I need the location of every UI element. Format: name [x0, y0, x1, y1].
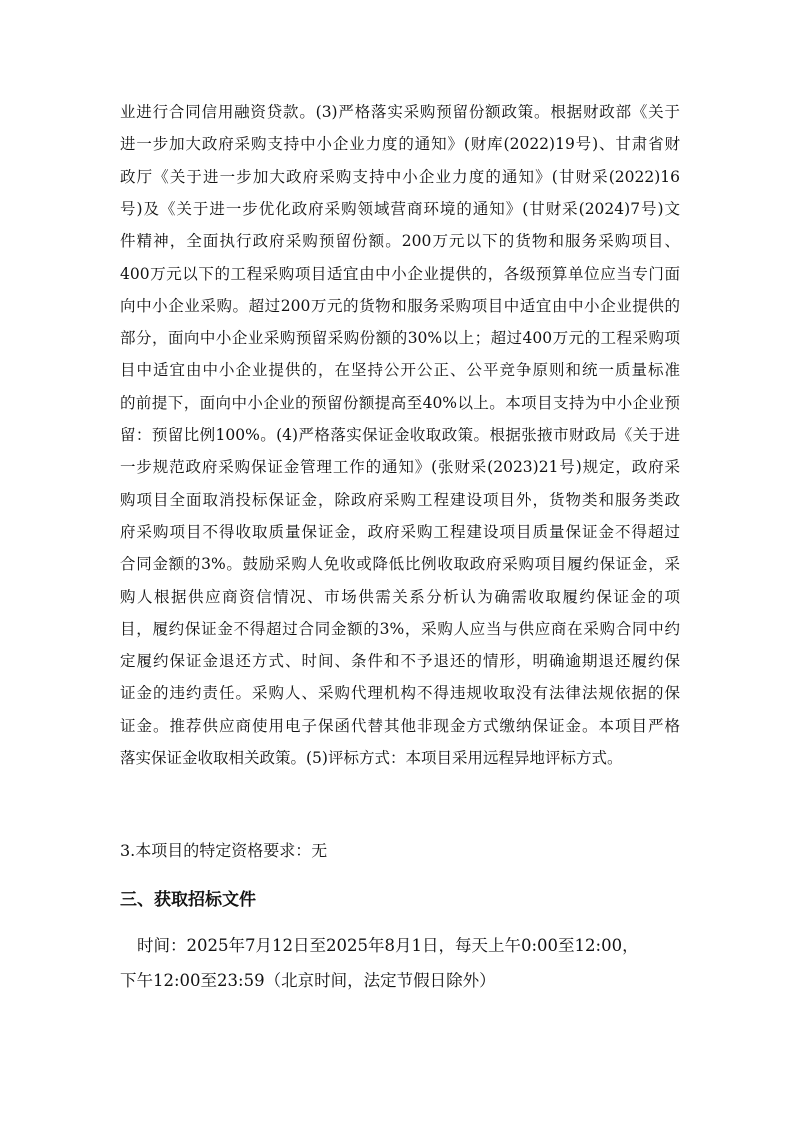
qualification-requirement: 3.本项目的特定资格要求：无	[120, 841, 328, 860]
paragraph-line: 400万元以下的工程采购项目适宜由中小企业提供的，各级预算单位应当专门面	[120, 264, 680, 283]
paragraph-line: 合同金额的3%。鼓励采购人免收或降低比例收取政府采购项目履约保证金，采	[120, 555, 680, 574]
section-heading: 三、获取招标文件	[120, 890, 256, 910]
paragraph-line: 件精神，全面执行政府采购预留份额。200万元以下的货物和服务采购项目、	[120, 232, 680, 251]
paragraph-line: 定履约保证金退还方式、时间、条件和不予退还的情形，明确逾期退还履约保	[120, 652, 680, 671]
paragraph-line: 府采购项目不得收取质量保证金，政府采购工程建设项目质量保证金不得超过	[120, 522, 680, 541]
paragraph-line: 政厅《关于进一步加大政府采购支持中小企业力度的通知》(甘财采(2022)16	[120, 167, 680, 186]
paragraph-line: 证金的违约责任。采购人、采购代理机构不得违规收取没有法律法规依据的保	[120, 684, 680, 703]
paragraph-line: 业进行合同信用融资贷款。(3)严格落实采购预留份额政策。根据财政部《关于	[120, 103, 680, 121]
paragraph-line: 证金。推荐供应商使用电子保函代替其他非现金方式缴纳保证金。本项目严格	[120, 716, 680, 735]
paragraph-line: 购人根据供应商资信情况、市场供需关系分析认为确需收取履约保证金的项	[120, 587, 680, 606]
paragraph-line: 向中小企业采购。超过200万元的货物和服务采购项目中适宜由中小企业提供的	[120, 296, 680, 315]
paragraph-line: 落实保证金收取相关政策。(5)评标方式：本项目采用远程异地评标方式。	[120, 749, 623, 767]
paragraph-line: 一步规范政府采购保证金管理工作的通知》(张财采(2023)21号)规定，政府采	[120, 458, 680, 477]
time-line-1: 时间：2025年7月12日至2025年8月1日，每天上午0:00至12:00，	[137, 936, 639, 955]
time-line-2: 下午12:00至23:59（北京时间，法定节假日除外）	[120, 971, 496, 990]
paragraph-line: 目，履约保证金不得超过合同金额的3%，采购人应当与供应商在采购合同中约	[120, 619, 680, 638]
paragraph-line: 进一步加大政府采购支持中小企业力度的通知》(财库(2022)19号)、甘肃省财	[120, 135, 680, 154]
paragraph-line: 号)及《关于进一步优化政府采购领域营商环境的通知》(甘财采(2024)7号)文	[120, 199, 680, 218]
paragraph-line: 购项目全面取消投标保证金，除政府采购工程建设项目外，货物类和服务类政	[120, 490, 680, 509]
paragraph-line: 部分，面向中小企业采购预留采购份额的30%以上；超过400万元的工程采购项	[120, 329, 680, 348]
paragraph-line: 的前提下，面向中小企业的预留份额提高至40%以上。本项目支持为中小企业预	[120, 393, 680, 412]
paragraph-line: 留：预留比例100%。(4)严格落实保证金收取政策。根据张掖市财政局《关于进	[120, 426, 680, 444]
paragraph-line: 目中适宜由中小企业提供的，在坚持公开公正、公平竞争原则和统一质量标准	[120, 361, 680, 380]
